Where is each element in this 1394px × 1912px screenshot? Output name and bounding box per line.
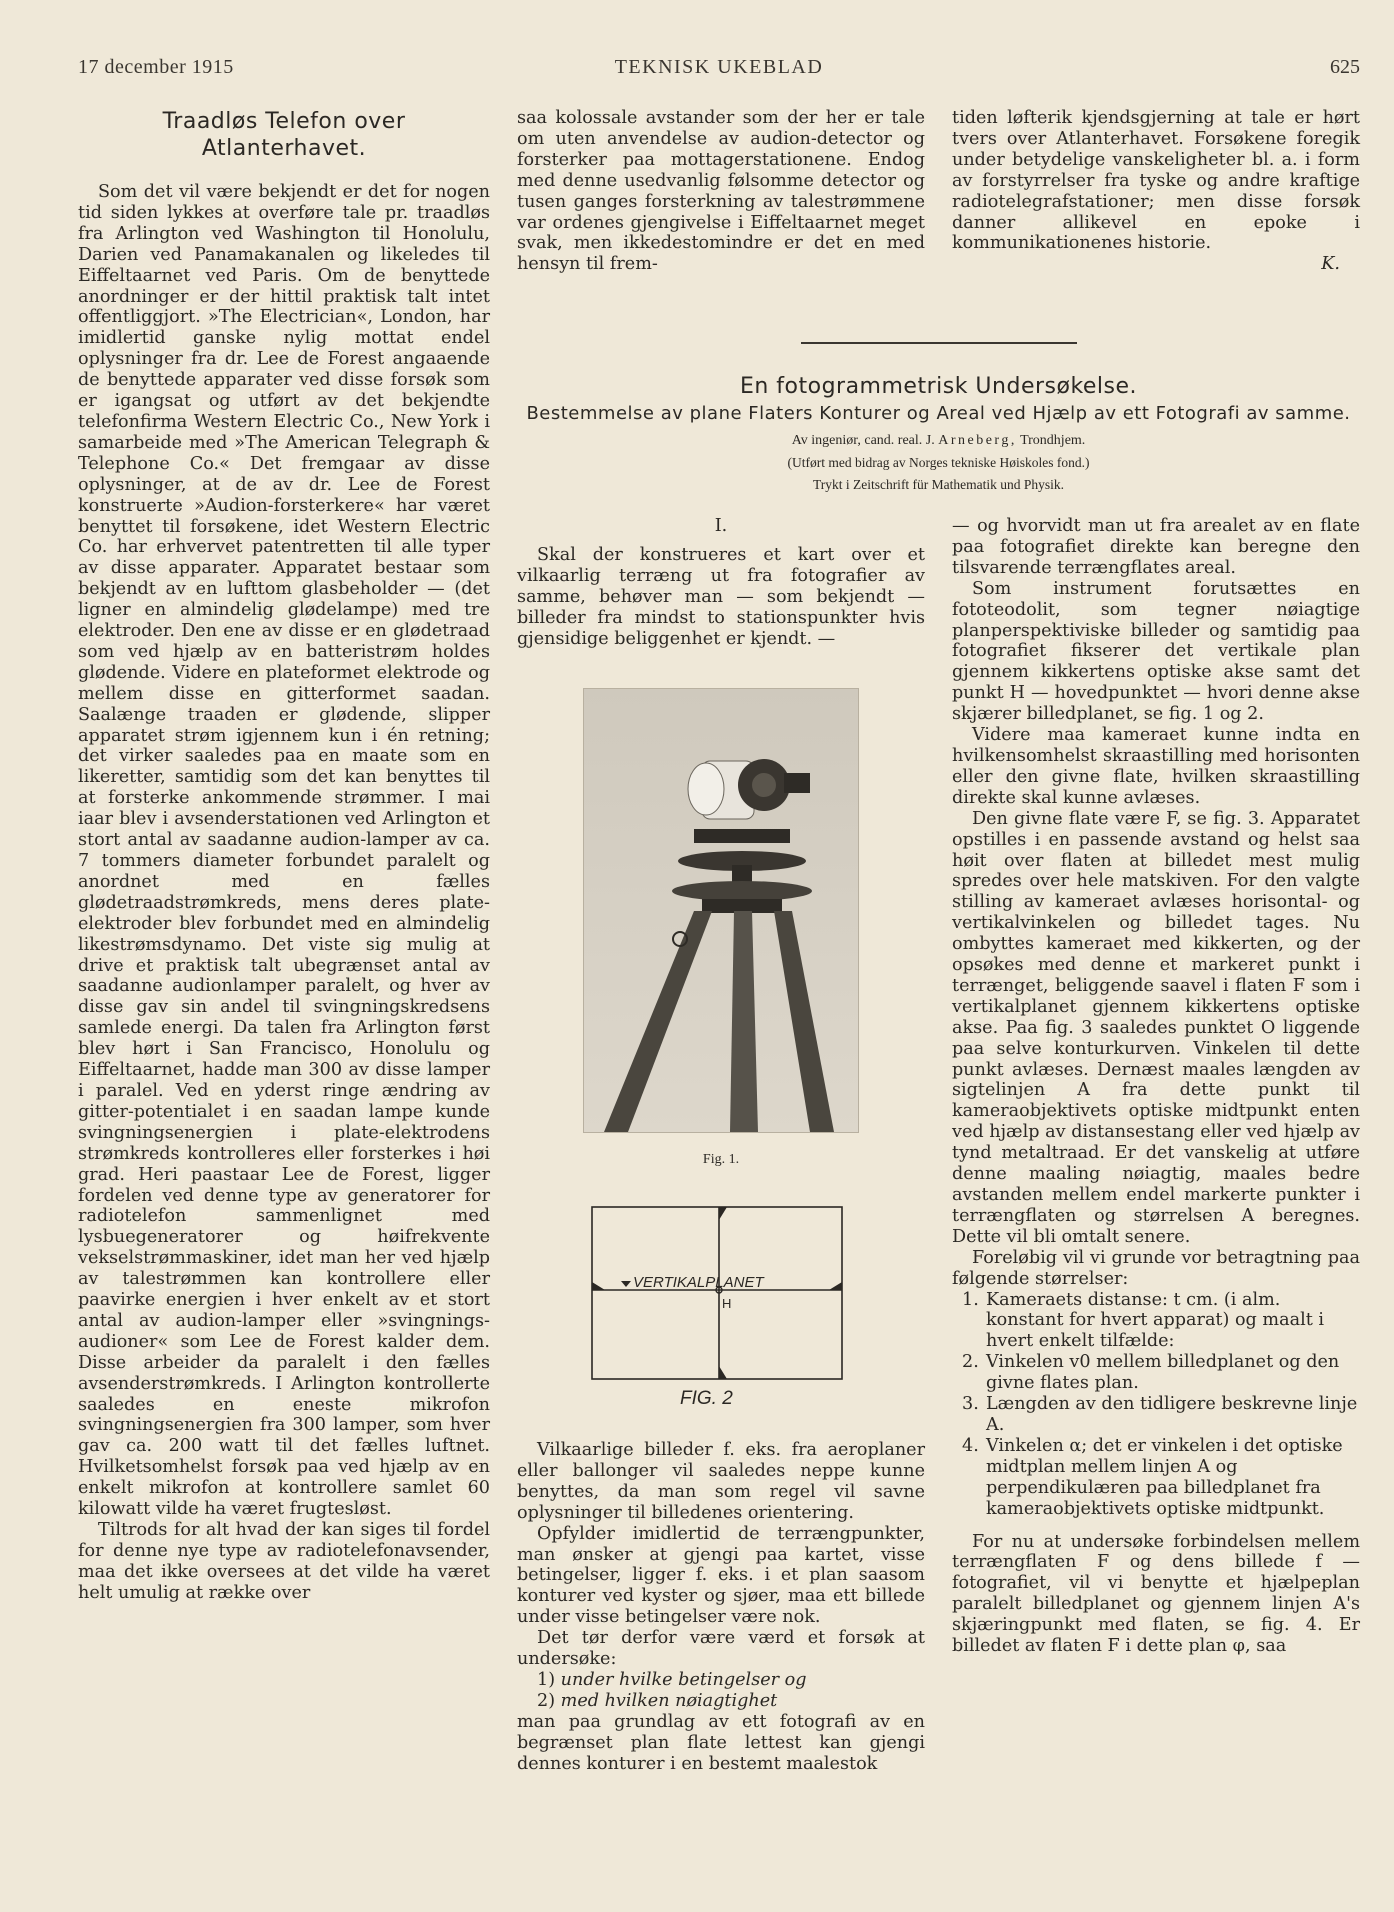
article-intro: Skal der konstrueres et kart over et vilkaarlig terræng ut fra fotografier av samme, behøver man — som bekjendt — billeder fra mindst to stationspunkter hvis gjensidige beliggenhet er kjendt. — <box>517 544 925 649</box>
section-divider <box>801 342 1077 344</box>
column-2-lower <box>517 1440 925 1775</box>
col2-paragraph-1: Vilkaarlige billeder f. eks. fra aeroplaner eller ballonger vil saaledes neppe kunne benyttes, da man som regel vil savne oplysninger til billedenes orientering. <box>517 1440 925 1523</box>
col3-paragraph-3: Videre maa kameraet kunne indta en hvilkensomhelst skraastilling med horisonten eller den givne flate, hvilken skraastilling direkte skal kunne avlæses. <box>952 725 1360 808</box>
column-3-lower <box>952 516 1360 1657</box>
telefon-title: Traadløs Telefon over Atlanterhavet. <box>162 109 406 161</box>
list-item: 1. Kameraets distanse: t cm. (i alm. konstant for hvert apparat) og maalt i hvert enkelt tilfælde: <box>962 1289 1324 1352</box>
question-1: 1) under hvilke betingelser og <box>537 1669 807 1690</box>
telefon-signature: K. <box>1321 254 1340 275</box>
question-2: 2) med hvilken nøiagtighet <box>537 1690 778 1711</box>
article-funding-note: (Utført med bidrag av Norges tekniske Høiskoles fond.) <box>787 455 1090 470</box>
article-source-note: Trykt i Zeitschrift für Mathematik und Physik. <box>812 477 1065 492</box>
top-marker <box>719 1207 727 1220</box>
column-3-top <box>952 108 1360 275</box>
telefon-continuation-col3: tiden løfterik kjendsgjerning at tale er hørt tvers over Atlanterhavet. Forsøkene foregik under betydelige vanskeligheter bl. a. i form av forstyrrelser fra tyske og andre kraftige radiotelegrafstationer; men disse forsøk danner allikevel en epoke i kommunikationenes historie. <box>952 108 1360 254</box>
list-item: 2. Vinkelen v0 mellem billedplanet og den givne flates plan. <box>962 1352 1340 1394</box>
page-number: 625 <box>1330 56 1360 78</box>
col2-paragraph-2: Opfylder imidlertid de terrængpunkter, man ønsker at gjengi paa kartet, visse betingelser, ligger f. eks. i et plan saasom konturer ved kyster og sjøer, maa ett billede under visse betingelser være nok. <box>517 1523 925 1628</box>
col3-paragraph-1: — og hvorvidt man ut fra arealet av en flate paa fotografiet direkte kan beregne den tilsvarende terrængflates areal. <box>952 516 1360 578</box>
col3-paragraph-2: Som instrument forutsættes en fototeodolit, som tegner nøiagtige planperspektiviske billeder og samtidig paa fotografiet fikserer det vertikale plan gjennem kikkertens optiske akse samt det punkt H — hovedpunktet — hvori denne akse skjærer billedplanet, se fig. 1 og 2. <box>952 578 1360 725</box>
telefon-paragraph-2: Tiltrods for alt hvad der kan siges til fordel for denne nye type av radiotelefonavsender, maa det ikke oversees at det vilde ha været helt umulig at række over <box>78 1520 490 1603</box>
section-number: I. <box>714 516 728 536</box>
column-2-article-intro <box>517 516 925 649</box>
telefon-continuation-col2: saa kolossale avstander som der her er tale om uten anvendelse av audion-detector og forsterker paa mottagerstationene. Endog med denne usedvanlig følsomme detector og tusen ganges forsterkning av talestrømmene var ordenes gjengivelse i Eiffeltaarnet meget svak, men ikkedestomindre er det en med hensyn til frem- <box>517 108 925 275</box>
point-h-label: H <box>722 1296 732 1311</box>
column-1 <box>78 108 490 1604</box>
list-item: 3. Længden av den tidligere beskrevne linje A. <box>962 1394 1358 1435</box>
journal-title: TEKNISK UKEBLAD <box>614 56 824 78</box>
quantities-list <box>952 1290 1360 1520</box>
col3-paragraph-end: For nu at undersøke forbindelsen mellem terrængflaten F og dens billede f — fotografiet, vil vi benytte et hjælpeplan paralelt billedplanet og gjennem linjen A's skjæringpunkt med flaten, se fig. 4. Er billedet av flaten F i dette plan φ, saa <box>952 1531 1360 1657</box>
label-arrow <box>621 1281 631 1287</box>
right-marker <box>829 1282 842 1290</box>
figure-1-caption: Fig. 1. <box>702 1152 740 1167</box>
telefon-paragraph-1: Som det vil være bekjendt er det for nogen tid siden lykkes at overføre tale pr. traadløs fra Arlington ved Washington til Honolulu, Darien ved Panamakanalen og likeledes til Eiffeltaarnet ved Paris. Om de benyttede anordninger er der hittil praktisk talt intet offentliggjort. »The Electrician«, London, har imidlertid ganske nylig mottat endel oplysninger fra dr. Lee de Forest angaaende de benyttede apparater ved disse forsøk som er igangsat og utført av det bekjendte telefonfirma Western Electric Co., New York i samarbeide med »The American Telegraph & Telephone Co.« Det fremgaar av disse oplysninger, at de av dr. Lee de Forest konstruerte »Audion-forsterkere« har været benyttet til forsøkene, idet Western Electric Co. har erhvervet patentretten til alle typer av disse apparater. Apparatet bestaar som bekjendt av en lufttom glasbeholder — (det ligner en almindelig glødelampe) med tre elektroder. Den ene av disse er en glødetraad som ved hjælp av en batteristrøm holdes glødende. Videre en plateformet elektrode og mellem disse en gitterformet saadan. Saalænge traaden er glødende, slipper apparatet strøm igjennem kun i én retning; det virker saaledes paa en maate som en likeretter, samtidig som det kan benyttes til at forsterke ankommende strømmer. I mai iaar blev i avsenderstationen ved Arlington et stort antal av saadanne audion-lamper av ca. 7 tommers diameter forbundet paralelt og anordnet med en fælles glødetraadstrømkreds, mens deres plate-elektroder blev forbundet med en almindelig likestrømsdynamo. Det viste sig mulig at drive et praktisk talt ubegrænset antal av saadanne audionlamper paralelt, og hver av disse gav sin andel til svingningskredsens samlede energi. Da talen fra Arlington først blev hørt i San Francisco, Honolulu og Eiffeltaarnet, hadde man 300 av disse lamper i paralel. Ved en yderst ringe ændring av gitter-potentialet i en saadan lampe kunde svingningsenergien i plate-elektrodens strømkreds kontrolleres eller forsterkes i høi grad. Heri paastaar Lee de Forest, ligger fordelen ved denne type av generatorer for radiotelefon sammenlignet med lysbuegeneratorer og høifrekvente vekselstrømmaskiner, idet man her ved hjælp av talestrømmen kan kontrollere eller paavirke energien i hver enkelt av et stort antal av audion-lamper eller »svingnings-audioner« som Lee de Forest kalder dem. Disse arbeider da paralelt i den fælles avsenderstrømkreds. I Arlington kontrollerte saaledes en eneste mikrofon svingningsenergien fra 300 lamper, som hver gav ca. 200 watt til det fælles luftnet. Hvilketsomhelst forsøk paa ved hjælp av en enkelt mikrofon at kontrollere samlet 60 kilowatt vilde ha været frugtesløst. <box>78 182 490 1520</box>
issue-date: 17 december 1915 <box>78 56 234 78</box>
col3-paragraph-4: Den givne flate være F, se fig. 3. Apparatet opstilles i en passende avstand og helst saa høit over flaten at billedet mest mulig spredes over hele matskiven. For den valgte stilling av kameraet avlæses horisontal- og vertikalvinkelen og billedet tages. Nu ombyttes kameraet med kikkerten, og der opsøkes med denne et markeret punkt i terrænget, beliggende saavel i flaten F som i vertikalplanet gjennem kikkertens optiske akse. Paa fig. 3 saaledes punktet O liggende paa selve konturkurven. Vinkelen til dette punkt avlæses. Dernæst maales længden av sigtelinjen A fra dette punkt til kameraobjektivets optiske midtpunkt enten ved hjælp av distansestang eller ved hjælp av tynd metaltraad. Er det vanskelig at utføre denne maaling nøiagtig, maales bedre avstanden mellem endel markerte punkter i terrængflaten og størrelsen A beregnes. Dette vil bli omtalt senere. <box>952 808 1360 1247</box>
list-item: 4. Vinkelen α; det er vinkelen i det optiske midtplan mellem linjen A og perpendikulæren paa billedplanet fra kameraobjektivets optiske midtpunkt. <box>962 1435 1343 1519</box>
article-heading <box>517 342 1360 493</box>
col3-paragraph-5: Foreløbig vil vi grunde vor betragtning paa følgende størrelser: <box>952 1247 1360 1289</box>
column-2-top <box>517 108 925 275</box>
phototheodolite-image <box>584 689 858 1132</box>
left-marker <box>592 1282 605 1290</box>
vertical-plane-label: VERTIKALPLANET <box>633 1274 764 1291</box>
col2-paragraph-end: man paa grundlag av ett fotografi av en begrænset plan flate lettest kan gjengi dennes konturer i en bestemt maalestok <box>517 1711 925 1774</box>
figure-1-photo <box>583 688 859 1133</box>
figure-2-caption: FIG. 2 <box>680 1388 733 1409</box>
bottom-marker <box>719 1366 727 1379</box>
article-title: En fotogrammetrisk Undersøkelse. <box>739 374 1138 399</box>
article-subtitle: Bestemmelse av plane Flaters Konturer og Areal ved Hjælp av ett Fotografi av samme. <box>526 403 1351 424</box>
article-author: Av ingeniør, cand. real. J. Arneberg, Trondhjem. <box>791 433 1086 448</box>
running-header <box>78 56 1360 82</box>
col2-paragraph-3: Det tør derfor være værd et forsøk at undersøke: <box>517 1628 925 1670</box>
